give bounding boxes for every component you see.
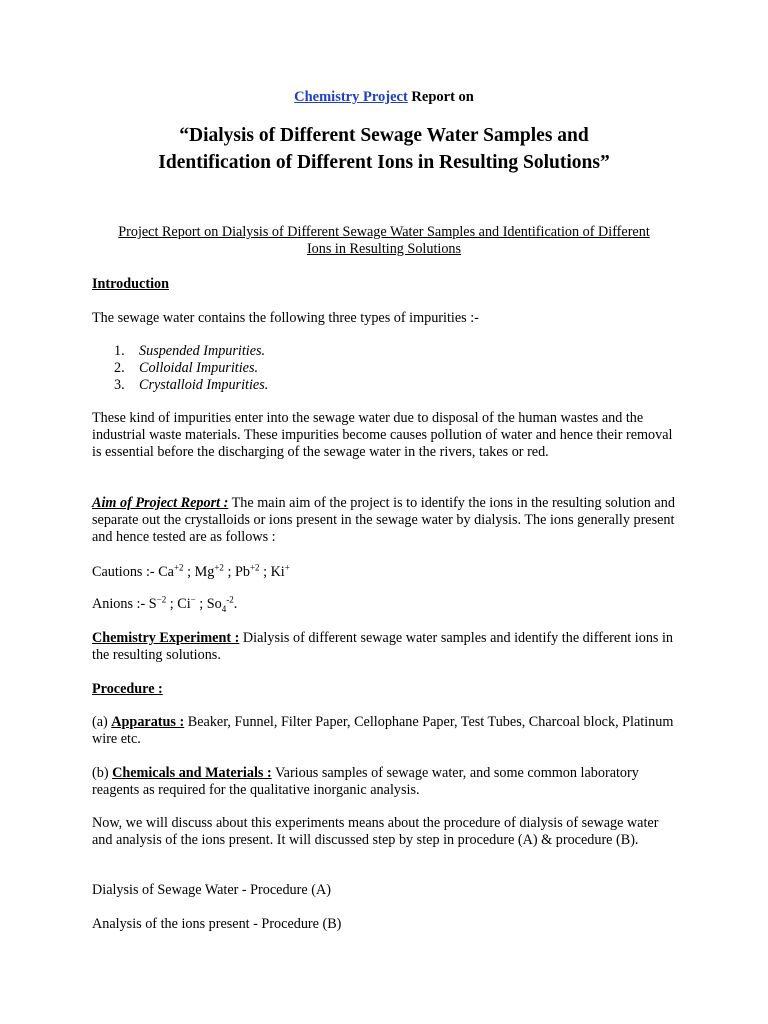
main-title-line-1: “Dialysis of Different Sewage Water Samples and bbox=[179, 125, 589, 146]
report-on-text: Report on bbox=[407, 89, 474, 105]
introduction-text: The sewage water contains the following three types of impurities :- bbox=[92, 310, 479, 326]
anion-so4: $So_4^{-2}$ bbox=[206, 594, 234, 614]
list-text: Crystalloid Impurities. bbox=[139, 377, 269, 393]
aim-label: Aim of Project Report : bbox=[92, 495, 229, 511]
chemistry-project-link[interactable]: Chemistry Project bbox=[294, 89, 408, 105]
anions-prefix: Anions :- bbox=[92, 596, 149, 612]
list-item bbox=[92, 343, 268, 360]
list-text: Colloidal Impurities. bbox=[139, 360, 259, 376]
procedure-a-line: Dialysis of Sewage Water - Procedure (A) bbox=[92, 882, 331, 898]
experiment-label: Chemistry Experiment : bbox=[92, 630, 240, 646]
cations-prefix: Cautions :- bbox=[92, 564, 159, 580]
cations-line bbox=[92, 564, 682, 581]
list-item bbox=[92, 377, 268, 394]
cation-ca: $Ca^{+2}$ ; bbox=[158, 562, 195, 580]
sub-title bbox=[80, 224, 688, 258]
apparatus-paragraph: (a) Apparatus : Beaker, Funnel, Filter Paper, Cellophane Paper, Test Tubes, Charcoal block, Platinum wire etc. bbox=[92, 714, 674, 747]
list-number: 2. bbox=[114, 360, 125, 376]
impurities-paragraph: These kind of impurities enter into the sewage water due to disposal of the human wastes and the industrial waste materials. These impurities become causes pollution of water and hence their removal is essential before the discharging of the sewage water in the rivers, takes or red. bbox=[92, 410, 673, 460]
main-title bbox=[60, 122, 708, 176]
chemicals-label: Chemicals and Materials : bbox=[112, 765, 272, 781]
introduction-heading: Introduction bbox=[92, 276, 169, 292]
list-item bbox=[92, 360, 268, 377]
sub-title-line-1: Project Report on Dialysis of Different Sewage Water Samples and Identification of Different bbox=[118, 224, 650, 240]
impurities-list bbox=[92, 343, 268, 394]
chemicals-text: Various samples of sewage water, and some common laboratory reagents as required for the qualitative inorganic analysis. bbox=[92, 765, 639, 798]
list-number: 3. bbox=[114, 377, 125, 393]
anions-line: Anions :- $S^{-2}$ ; Ci− ; $So_4^{-2}$. bbox=[92, 594, 238, 614]
procedure-heading: Procedure : bbox=[92, 681, 163, 697]
procedure-b-line: Analysis of the ions present - Procedure (B) bbox=[92, 916, 342, 932]
anion-s: $S^{-2}$ bbox=[148, 594, 167, 612]
cation-ki: Ki+ bbox=[270, 562, 290, 580]
sub-title-line-2: Ions in Resulting Solutions bbox=[306, 241, 462, 257]
aim-paragraph bbox=[92, 495, 682, 546]
aim-text: The main aim of the project is to identify the ions in the resulting solution and separate out the crystalloids or ions present in the sewage water by dialysis. The ions generally present and hence tested are as follows : bbox=[92, 495, 675, 545]
discussion-paragraph: Now, we will discuss about this experiments means about the procedure of dialysis of sewage water and analysis of the ions present. It will discussed step by step in procedure (A) & procedure (B). bbox=[92, 815, 659, 848]
anion-ci: Ci− bbox=[177, 594, 196, 612]
cation-pb: $Pb^{+2}$ ; bbox=[234, 562, 271, 580]
apparatus-text: Beaker, Funnel, Filter Paper, Cellophane Paper, Test Tubes, Charcoal block, Platinum wire etc. bbox=[92, 714, 674, 747]
list-number: 1. bbox=[114, 343, 125, 359]
report-header bbox=[0, 89, 768, 106]
list-text: Suspended Impurities. bbox=[139, 343, 266, 359]
chemicals-paragraph: (b) Chemicals and Materials : Various samples of sewage water, and some common laboratory reagents as required for the qualitative inorganic analysis. bbox=[92, 765, 639, 798]
experiment-text: Dialysis of different sewage water samples and identify the different ions in the resulting solutions. bbox=[92, 630, 674, 663]
apparatus-label: Apparatus : bbox=[111, 714, 185, 730]
cation-mg: $Mg^{+2}$ ; bbox=[194, 562, 235, 580]
experiment-paragraph bbox=[92, 630, 682, 664]
main-title-line-2: Identification of Different Ions in Resulting Solutions” bbox=[158, 152, 610, 173]
